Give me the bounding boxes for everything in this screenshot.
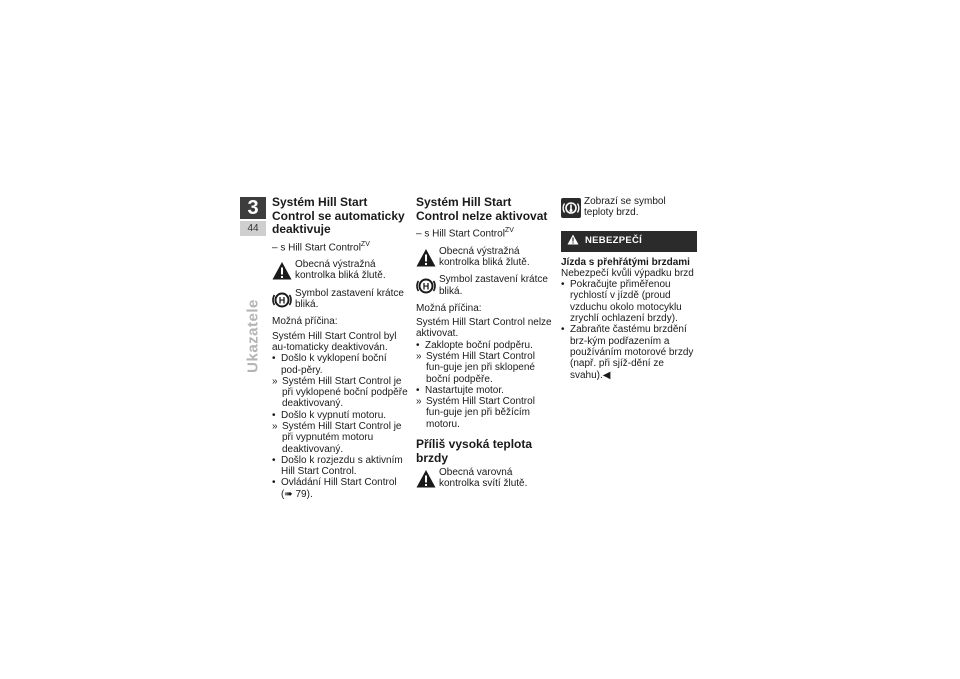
page-number: 44 xyxy=(240,221,266,236)
warning-triangle-icon xyxy=(416,248,436,268)
list-item: • Pokračujte přiměřenou rychlostí v jízdě (proud vzduchu okolo motocyklu zrychlí ochlazení brzdy). xyxy=(561,279,697,324)
icon-block: Zobrazí se symbol teploty brzd. xyxy=(561,196,697,219)
svg-text:H: H xyxy=(278,295,286,306)
list-item: • Došlo k vypnutí motoru. xyxy=(272,410,408,421)
section-label: Ukazatele xyxy=(244,299,262,373)
column-1 xyxy=(272,196,408,500)
section-title: Systém Hill Start Control se automaticky deaktivuje xyxy=(272,195,405,236)
action-list xyxy=(416,340,552,430)
list-item: • Zabraňte častému brzdění brz-kým podřazením a používáním motorové brzdy (např. při sjíž-dění ze svahu).◀ xyxy=(561,324,697,380)
subtitle: – s Hill Start Control$^{ZV}$ xyxy=(416,227,514,240)
subtitle: – s Hill Start Control$^{ZV}$ xyxy=(272,240,370,253)
chapter-tab: 3 xyxy=(240,197,266,219)
warning-triangle-icon xyxy=(416,469,436,489)
svg-text:H: H xyxy=(422,281,430,292)
warning-triangle-icon xyxy=(272,261,292,281)
list-item: » Systém Hill Start Control fun-guje jen při sklopené boční podpěře. xyxy=(416,351,552,385)
icon-block: Obecná výstražná kontrolka bliká žlutě. xyxy=(416,246,552,269)
hazard-text: Nebezpečí kvůli výpadku brzd xyxy=(561,267,694,279)
section-title: Příliš vysoká teplota brzdy xyxy=(416,437,533,465)
list-item: • Došlo k vyklopení boční pod-pěry. xyxy=(272,353,408,376)
icon-block: Obecná výstražná kontrolka bliká žlutě. xyxy=(272,259,408,282)
cause-label: Možná příčina: xyxy=(272,316,338,328)
warning-triangle-icon xyxy=(567,234,579,248)
hazard-title: Jízda s přehřátými brzdami xyxy=(561,256,690,268)
action-list xyxy=(272,353,408,500)
hold-symbol-icon xyxy=(416,276,436,296)
section-title: Systém Hill Start Control nelze aktivovat xyxy=(416,195,548,223)
list-item-link[interactable]: • Ovládání Hill Start Control (➠ 79). xyxy=(272,477,408,500)
cause-label: Možná příčina: xyxy=(416,302,482,314)
action-list xyxy=(561,279,697,381)
icon-block: Obecná varovná kontrolka svítí žlutě. xyxy=(416,467,552,490)
danger-label: NEBEZPEČÍ xyxy=(585,235,643,247)
cause-text: Systém Hill Start Control byl au-tomaticky deaktivován. xyxy=(272,330,397,353)
hold-symbol-icon xyxy=(272,290,292,310)
list-item: » Systém Hill Start Control fun-guje jen při běžícím motoru. xyxy=(416,396,552,430)
column-3 xyxy=(561,196,697,381)
icon-block: H Symbol zastavení krátce bliká. xyxy=(416,274,552,297)
cause-text: Systém Hill Start Control nelze aktivovat. xyxy=(416,317,552,340)
brake-temperature-icon xyxy=(561,198,581,218)
list-item: • Nastartujte motor. xyxy=(416,385,552,396)
list-item: • Zaklopte boční podpěru. xyxy=(416,340,552,351)
column-2 xyxy=(416,196,552,496)
list-item: » Systém Hill Start Control je při vypnutém motoru deaktivovaný. xyxy=(272,421,408,455)
icon-block: H Symbol zastavení krátce bliká. xyxy=(272,288,408,311)
list-item: » Systém Hill Start Control je při vyklopené boční podpěře deaktivovaný. xyxy=(272,376,408,410)
danger-banner xyxy=(561,231,697,252)
list-item: • Došlo k rozjezdu s aktivním Hill Start Control. xyxy=(272,455,408,478)
